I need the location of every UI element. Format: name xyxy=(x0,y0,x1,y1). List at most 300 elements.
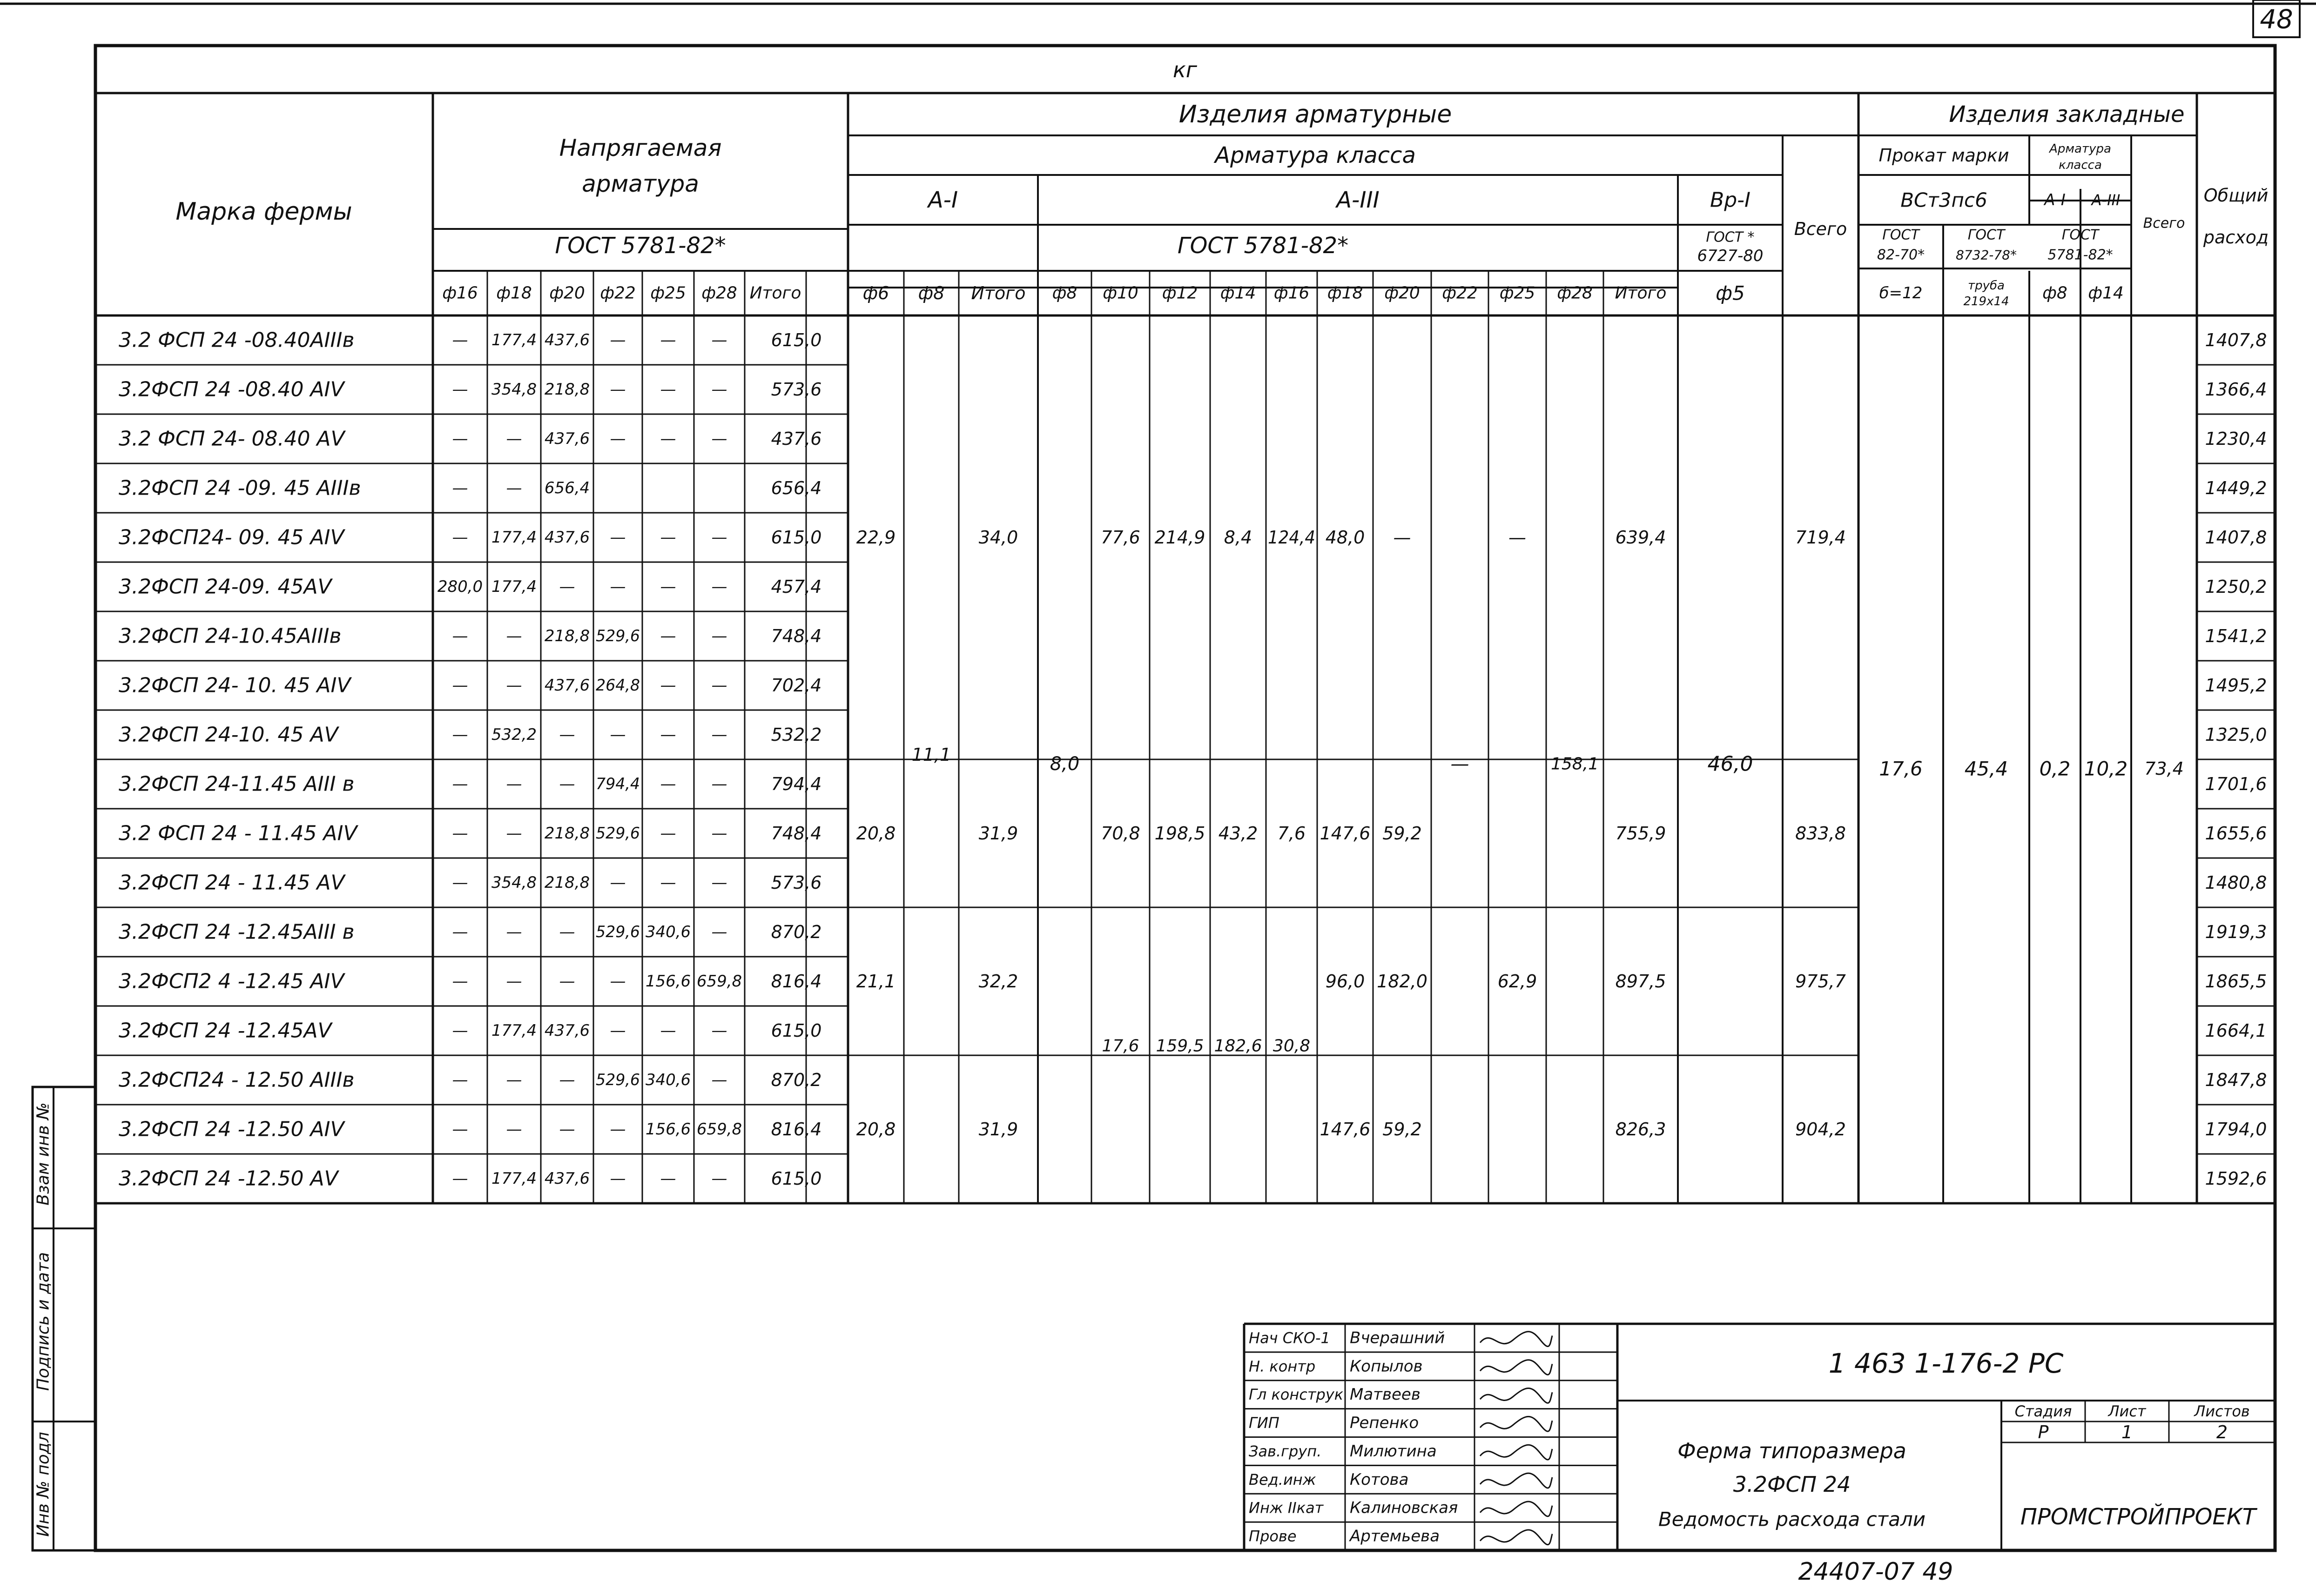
row-value: — xyxy=(506,972,522,991)
row-value: 659,8 xyxy=(696,972,742,991)
row-value: — xyxy=(452,479,468,497)
common-z-delta: 17,6 xyxy=(1879,757,1923,780)
row-value: — xyxy=(452,775,468,793)
row-value: — xyxy=(506,676,522,695)
group-a1_itogo: 34,0 xyxy=(978,527,1018,548)
row-value: 354,8 xyxy=(491,873,537,892)
stamp-name: Матвеев xyxy=(1350,1385,1421,1404)
row-value: — xyxy=(660,429,676,448)
sub-truba-1: труба xyxy=(1967,279,2005,293)
sub-delta: б=12 xyxy=(1879,284,1923,302)
row-total: 1250,2 xyxy=(2205,577,2267,597)
row-total: 1541,2 xyxy=(2205,626,2267,646)
common-z14: 10,2 xyxy=(2084,757,2128,780)
sheet-number: 48 xyxy=(2260,4,2293,35)
signature xyxy=(1480,1473,1552,1488)
group-a3_10: 77,6 xyxy=(1101,527,1140,548)
row-mark: 3.2ФСП 24 -12.45АIII в xyxy=(119,920,355,944)
group-a3_itogo: 826,3 xyxy=(1615,1119,1666,1140)
group-a3_14: 43,2 xyxy=(1218,823,1258,844)
row-value: — xyxy=(506,775,522,793)
header-napr-gost: ГОСТ 5781-82* xyxy=(555,233,726,259)
row-value: 437,6 xyxy=(544,528,590,547)
row-mark: 3.2ФСП 24 -12.50 АV xyxy=(119,1167,338,1191)
header-a3: А-III xyxy=(1336,187,1380,213)
bottom-number: 24407-07 49 xyxy=(1798,1558,1953,1586)
row-value: — xyxy=(660,331,676,349)
row-mark: 3.2ФСП24 - 12.50 АIIIв xyxy=(119,1068,355,1092)
row-value: — xyxy=(452,676,468,695)
header-a3-gost: ГОСТ 5781-82* xyxy=(1177,233,1349,259)
stamp-role: Прове xyxy=(1249,1527,1297,1545)
row-total: 1655,6 xyxy=(2205,823,2267,844)
row-value: — xyxy=(610,873,626,892)
row-value: — xyxy=(660,627,676,645)
row-mark: 3.2 ФСП 24 - 11.45 АIV xyxy=(119,821,357,845)
header-gost8732-1: ГОСТ xyxy=(1967,227,2005,243)
row-total: 1865,5 xyxy=(2205,971,2267,992)
row-mark: 3.2ФСП 24-09. 45АV xyxy=(119,575,332,599)
row-value: 177,4 xyxy=(491,331,537,349)
row-value: 457,4 xyxy=(771,577,822,597)
row-value: — xyxy=(660,725,676,744)
stamp-stage-value: 1 xyxy=(2121,1422,2133,1442)
row-mark: 3.2ФСП 24 -12.45АV xyxy=(119,1019,332,1043)
row-mark: 3.2ФСП 24 - 11.45 АV xyxy=(119,871,345,895)
row-value: — xyxy=(660,577,676,596)
group-a3_18: 147,6 xyxy=(1320,823,1371,844)
row-value: — xyxy=(452,972,468,991)
sub-a3_12: ф12 xyxy=(1162,283,1198,303)
row-value: — xyxy=(610,725,626,744)
row-total: 1449,2 xyxy=(2205,478,2267,498)
row-value: 659,8 xyxy=(696,1120,742,1139)
stamp-stage-head: Лист xyxy=(2108,1402,2146,1420)
stamp-stage-value: Р xyxy=(2038,1422,2049,1442)
signature xyxy=(1480,1445,1552,1460)
sub-d25: ф25 xyxy=(650,283,686,303)
group-a1_itogo: 31,9 xyxy=(978,1119,1018,1140)
row-value: 794,4 xyxy=(596,775,640,793)
row-value: 437,6 xyxy=(771,429,822,449)
group-a3_12: 214,9 xyxy=(1154,527,1205,548)
sub-a3_16: ф16 xyxy=(1273,283,1310,303)
row-value: — xyxy=(610,1120,626,1139)
row-value: — xyxy=(711,676,727,695)
stamp-title-2: 3.2ФСП 24 xyxy=(1733,1472,1851,1497)
header-napr-1: Напрягаемая xyxy=(559,134,722,161)
row-total: 1407,8 xyxy=(2205,330,2267,350)
signature xyxy=(1480,1530,1552,1545)
row-value: — xyxy=(711,1071,727,1089)
row-value: — xyxy=(660,824,676,843)
stamp-role: Вед.инж xyxy=(1249,1470,1316,1489)
common-a3-8: 8,0 xyxy=(1050,753,1080,775)
header-gost5781b-1: ГОСТ xyxy=(2061,227,2099,243)
row-value: — xyxy=(660,676,676,695)
sub-d16: ф16 xyxy=(442,283,478,303)
row-value: — xyxy=(559,972,575,991)
row-value: 280,0 xyxy=(437,577,483,596)
row-value: — xyxy=(610,331,626,349)
stamp-name: Калиновская xyxy=(1350,1498,1458,1517)
row-value: 177,4 xyxy=(491,1021,537,1040)
group-a3_itogo: 639,4 xyxy=(1615,527,1666,548)
stamp-stage-value: 2 xyxy=(2216,1422,2228,1442)
group-a3_itogo: 897,5 xyxy=(1615,971,1666,992)
sub-a3_25: ф25 xyxy=(1499,283,1535,303)
row-value: — xyxy=(452,380,468,399)
row-value: — xyxy=(506,824,522,843)
row-value: — xyxy=(452,923,468,941)
row-value: — xyxy=(660,380,676,399)
group-vsego: 833,8 xyxy=(1795,823,1846,844)
sub-bp5: ф5 xyxy=(1716,282,1745,305)
sub-z8: ф8 xyxy=(2042,283,2067,303)
row-value: 529,6 xyxy=(596,824,640,843)
sub-d22: ф22 xyxy=(600,283,636,303)
group-a3_20: 182,0 xyxy=(1377,971,1427,992)
group-a3_25: 62,9 xyxy=(1497,971,1537,992)
sub-d28: ф28 xyxy=(701,283,737,303)
group-vsego: 904,2 xyxy=(1795,1119,1846,1140)
stamp-role: ГИП xyxy=(1249,1414,1279,1432)
row-value: — xyxy=(711,1169,727,1188)
header-izd-zakl: Изделия закладные xyxy=(1949,101,2185,127)
group-a3_16: 124,4 xyxy=(1268,527,1315,548)
row-total: 1495,2 xyxy=(2205,675,2267,696)
row-value: — xyxy=(452,627,468,645)
row-value: — xyxy=(711,577,727,596)
sub-a3_itogo: Итого xyxy=(1615,283,1667,303)
header-gost82-2: 82-70* xyxy=(1877,247,1925,263)
row-value: — xyxy=(610,1169,626,1188)
row-value: 870,2 xyxy=(771,922,822,942)
row-value: 615,0 xyxy=(771,1168,822,1189)
sub-truba-2: 219х14 xyxy=(1963,295,2009,308)
row-value: — xyxy=(660,1169,676,1188)
row-value: — xyxy=(559,725,575,744)
common-mid-14: 182,6 xyxy=(1214,1036,1262,1056)
header-obsh-1: Общий xyxy=(2203,185,2269,206)
sub-a3_22: ф22 xyxy=(1442,283,1478,303)
row-value: — xyxy=(559,775,575,793)
stamp-role: Нач СКО-1 xyxy=(1249,1329,1330,1347)
row-value: — xyxy=(452,824,468,843)
group-a1_6: 21,1 xyxy=(856,971,896,992)
stamp-doc-number: 1 463 1-176-2 РС xyxy=(1828,1348,2064,1379)
stamp-title-3: Ведомость расхода стали xyxy=(1658,1508,1926,1531)
group-a1_itogo: 31,9 xyxy=(978,823,1018,844)
row-value: — xyxy=(452,1071,468,1089)
stamp-role: Инж IIкат xyxy=(1249,1499,1324,1517)
row-value: — xyxy=(610,972,626,991)
row-total: 1701,6 xyxy=(2205,774,2267,794)
group-vsego: 975,7 xyxy=(1795,971,1846,992)
common-mid-16: 30,8 xyxy=(1272,1036,1311,1056)
row-value: 437,6 xyxy=(544,676,590,695)
sub-a1_8: ф8 xyxy=(918,283,945,303)
row-value: 340,6 xyxy=(645,923,691,941)
row-mark: 3.2ФСП 24 -08.40 АIV xyxy=(119,377,344,402)
row-value: — xyxy=(660,1021,676,1040)
header-bp-gost-2: 6727-80 xyxy=(1697,247,1764,265)
row-total: 1407,8 xyxy=(2205,527,2267,548)
row-total: 1847,8 xyxy=(2205,1070,2267,1090)
row-value: 218,8 xyxy=(544,380,590,399)
sub-a3_14: ф14 xyxy=(1220,283,1256,303)
header-vsego2: Всего xyxy=(2143,215,2185,232)
sub-d18: ф18 xyxy=(496,283,532,303)
header-gost8732-2: 8732-78* xyxy=(1956,247,2017,263)
row-value: 218,8 xyxy=(544,824,590,843)
row-value: — xyxy=(711,824,727,843)
row-mark: 3.2ФСП2 4 -12.45 АIV xyxy=(119,969,344,993)
row-value: — xyxy=(660,873,676,892)
header-vst: ВСт3пс6 xyxy=(1900,188,1987,212)
group-a3_12: 198,5 xyxy=(1154,823,1205,844)
common-mid-10: 17,6 xyxy=(1102,1036,1139,1056)
header-prokat: Прокат марки xyxy=(1878,145,2009,166)
row-total: 1230,4 xyxy=(2205,429,2267,449)
row-value: — xyxy=(660,528,676,547)
side-label-podpis: Подпись и дата xyxy=(34,1252,53,1391)
row-value: — xyxy=(506,1071,522,1089)
group-a1_6: 20,8 xyxy=(856,823,896,844)
row-value: — xyxy=(610,380,626,399)
header-z-a3: А-III xyxy=(2091,191,2121,209)
row-value: 177,4 xyxy=(491,528,537,547)
row-total: 1325,0 xyxy=(2205,724,2267,745)
row-value: 177,4 xyxy=(491,1169,537,1188)
group-vsego: 719,4 xyxy=(1795,527,1846,548)
common-z-vsego: 73,4 xyxy=(2144,758,2184,779)
row-value: — xyxy=(711,380,727,399)
row-value: — xyxy=(559,1120,575,1139)
row-value: — xyxy=(452,429,468,448)
signature xyxy=(1480,1332,1552,1347)
sub-a3_20: ф20 xyxy=(1384,283,1420,303)
side-label-vzam: Взам инв № xyxy=(34,1102,53,1206)
row-mark: 3.2ФСП 24-10.45АIIIв xyxy=(119,624,342,648)
row-mark: 3.2 ФСП 24- 08.40 АV xyxy=(119,427,345,451)
stamp-name: Милютина xyxy=(1350,1442,1437,1461)
signature xyxy=(1480,1416,1552,1431)
group-a1_6: 20,8 xyxy=(856,1119,896,1140)
row-value: 340,6 xyxy=(645,1071,691,1089)
row-value: 437,6 xyxy=(544,1169,590,1188)
stamp-name: Артемьева xyxy=(1350,1527,1440,1546)
sub-itogo: Итого xyxy=(749,283,801,303)
row-value: — xyxy=(452,1120,468,1139)
stamp-stage-head: Стадия xyxy=(2014,1402,2072,1420)
common-z8: 0,2 xyxy=(2039,757,2071,780)
row-value: — xyxy=(506,479,522,497)
common-a3-22: — xyxy=(1450,753,1469,775)
sub-a3_28: ф28 xyxy=(1557,283,1593,303)
row-value: — xyxy=(610,429,626,448)
header-arm-kl2-2: класса xyxy=(2059,158,2102,172)
header-obsh-2: расход xyxy=(2203,227,2269,248)
stamp-org: ПРОМСТРОЙПРОЕКТ xyxy=(2020,1504,2256,1530)
row-value: 218,8 xyxy=(544,627,590,645)
group-a3_18: 96,0 xyxy=(1325,971,1365,992)
row-value: 615,0 xyxy=(771,527,822,548)
row-value: 529,6 xyxy=(596,1071,640,1089)
row-value: — xyxy=(610,528,626,547)
row-mark: 3.2 ФСП 24 -08.40АIIIв xyxy=(119,328,355,352)
row-value: — xyxy=(559,1071,575,1089)
row-value: — xyxy=(711,923,727,941)
row-value: — xyxy=(452,331,468,349)
group-a3_20: 59,2 xyxy=(1382,823,1422,844)
row-value: 156,6 xyxy=(645,1120,691,1139)
header-gost5781b-2: 5781-82* xyxy=(2047,247,2113,263)
row-value: 748,4 xyxy=(771,823,822,844)
row-value: — xyxy=(506,429,522,448)
group-a1_6: 22,9 xyxy=(856,527,896,548)
row-value: — xyxy=(559,923,575,941)
header-arm-klassa: Арматура класса xyxy=(1215,142,1416,168)
row-value: — xyxy=(711,429,727,448)
row-total: 1664,1 xyxy=(2205,1020,2267,1041)
stamp-role: Н. контр xyxy=(1249,1357,1316,1375)
stamp-title-1: Ферма типоразмера xyxy=(1677,1438,1906,1463)
row-value: 354,8 xyxy=(491,380,537,399)
header-gost82-1: ГОСТ xyxy=(1882,227,1919,243)
header-arm-kl2-1: Арматура xyxy=(2049,142,2111,156)
row-total: 1592,6 xyxy=(2205,1168,2267,1189)
row-value: 573,6 xyxy=(771,872,822,893)
row-mark: 3.2ФСП 24-11.45 АIII в xyxy=(119,772,355,796)
row-value: — xyxy=(452,528,468,547)
sub-a3_18: ф18 xyxy=(1327,283,1363,303)
row-value: 177,4 xyxy=(491,577,537,596)
group-a3_14: 8,4 xyxy=(1224,527,1252,548)
row-value: — xyxy=(711,331,727,349)
row-value: — xyxy=(711,775,727,793)
row-value: 615,0 xyxy=(771,330,822,350)
group-a3_20: — xyxy=(1393,527,1411,548)
signature xyxy=(1480,1360,1552,1375)
row-value: 816,4 xyxy=(771,971,822,992)
stamp-role: Гл конструк xyxy=(1249,1386,1344,1404)
row-value: 437,6 xyxy=(544,429,590,448)
stamp-role: Зав.груп. xyxy=(1249,1442,1322,1460)
group-a3_itogo: 755,9 xyxy=(1615,823,1666,844)
row-value: — xyxy=(711,1021,727,1040)
row-value: — xyxy=(506,1120,522,1139)
row-value: — xyxy=(452,1021,468,1040)
header-bp-gost-1: ГОСТ * xyxy=(1706,229,1755,246)
group-a3_16: 7,6 xyxy=(1277,823,1306,844)
row-total: 1366,4 xyxy=(2205,379,2267,400)
row-value: 656,4 xyxy=(544,479,590,497)
sub-a1_6: ф6 xyxy=(862,283,889,303)
row-value: 532,2 xyxy=(491,725,537,744)
sub-z14: ф14 xyxy=(2088,283,2124,303)
row-value: — xyxy=(506,627,522,645)
row-total: 1480,8 xyxy=(2205,872,2267,893)
row-mark: 3.2ФСП 24-10. 45 АV xyxy=(119,723,338,747)
group-a3_25: — xyxy=(1508,527,1526,548)
group-a3_18: 147,6 xyxy=(1320,1119,1371,1140)
sub-a3_8: ф8 xyxy=(1052,283,1077,303)
row-value: 264,8 xyxy=(596,676,640,695)
row-value: 656,4 xyxy=(771,478,822,498)
row-value: 702,4 xyxy=(771,675,822,696)
header-vsego1: Всего xyxy=(1794,219,1847,239)
common-bp5: 46,0 xyxy=(1707,752,1753,776)
row-value: 573,6 xyxy=(771,379,822,400)
common-mid-12: 159,5 xyxy=(1156,1036,1204,1056)
row-value: 529,6 xyxy=(596,923,640,941)
stamp-name: Репенко xyxy=(1350,1414,1419,1433)
group-a3_18: 48,0 xyxy=(1325,527,1365,548)
signature xyxy=(1480,1388,1552,1403)
row-value: — xyxy=(559,577,575,596)
common-z-truba: 45,4 xyxy=(1964,757,2008,780)
row-total: 1919,3 xyxy=(2205,922,2267,942)
row-value: 437,6 xyxy=(544,331,590,349)
header-izd-arm: Изделия арматурные xyxy=(1178,101,1452,128)
signature xyxy=(1480,1502,1552,1516)
row-value: — xyxy=(610,1021,626,1040)
row-mark: 3.2ФСП 24- 10. 45 АIV xyxy=(119,673,351,697)
row-value: — xyxy=(452,725,468,744)
row-value: 532,2 xyxy=(771,724,822,745)
row-value: — xyxy=(711,528,727,547)
header-napr-2: арматура xyxy=(582,170,699,197)
group-a3_20: 59,2 xyxy=(1382,1119,1422,1140)
row-value: — xyxy=(610,577,626,596)
row-value: — xyxy=(711,627,727,645)
header-bp: Вр-I xyxy=(1710,188,1750,212)
sub-a1_itogo: Итого xyxy=(971,283,1026,303)
side-label-inv: Инв № подл xyxy=(34,1432,53,1537)
row-value: — xyxy=(452,1169,468,1188)
group-a1_itogo: 32,2 xyxy=(978,971,1018,992)
row-value: 748,4 xyxy=(771,626,822,646)
row-mark: 3.2ФСП 24 -12.50 АIV xyxy=(119,1117,344,1141)
row-mark: 3.2ФСП 24 -09. 45 АIIIв xyxy=(119,476,361,500)
common-a1-8: 11,1 xyxy=(911,744,951,765)
group-a3_10: 70,8 xyxy=(1101,823,1140,844)
row-value: 816,4 xyxy=(771,1119,822,1140)
row-value: — xyxy=(711,725,727,744)
row-value: 794,4 xyxy=(771,774,822,794)
row-value: 870,2 xyxy=(771,1070,822,1090)
row-mark: 3.2ФСП24- 09. 45 АIV xyxy=(119,525,344,550)
header-z-a1: А-I xyxy=(2044,191,2066,209)
header-a1: А-I xyxy=(928,187,958,213)
units-label: кг xyxy=(1173,57,1197,82)
row-value: 437,6 xyxy=(544,1021,590,1040)
row-value: 615,0 xyxy=(771,1020,822,1041)
common-a3-28: 158,1 xyxy=(1550,754,1599,774)
sub-a3_10: ф10 xyxy=(1103,283,1138,303)
row-value: 218,8 xyxy=(544,873,590,892)
stamp-name: Вчерашний xyxy=(1350,1328,1445,1348)
stamp-name: Копылов xyxy=(1350,1357,1423,1376)
header-marka: Марка фермы xyxy=(175,198,352,226)
row-value: — xyxy=(660,775,676,793)
row-value: — xyxy=(452,873,468,892)
row-total: 1794,0 xyxy=(2205,1119,2267,1140)
stamp-name: Котова xyxy=(1350,1470,1409,1489)
row-value: 156,6 xyxy=(645,972,691,991)
stamp-stage-head: Листов xyxy=(2194,1402,2250,1420)
